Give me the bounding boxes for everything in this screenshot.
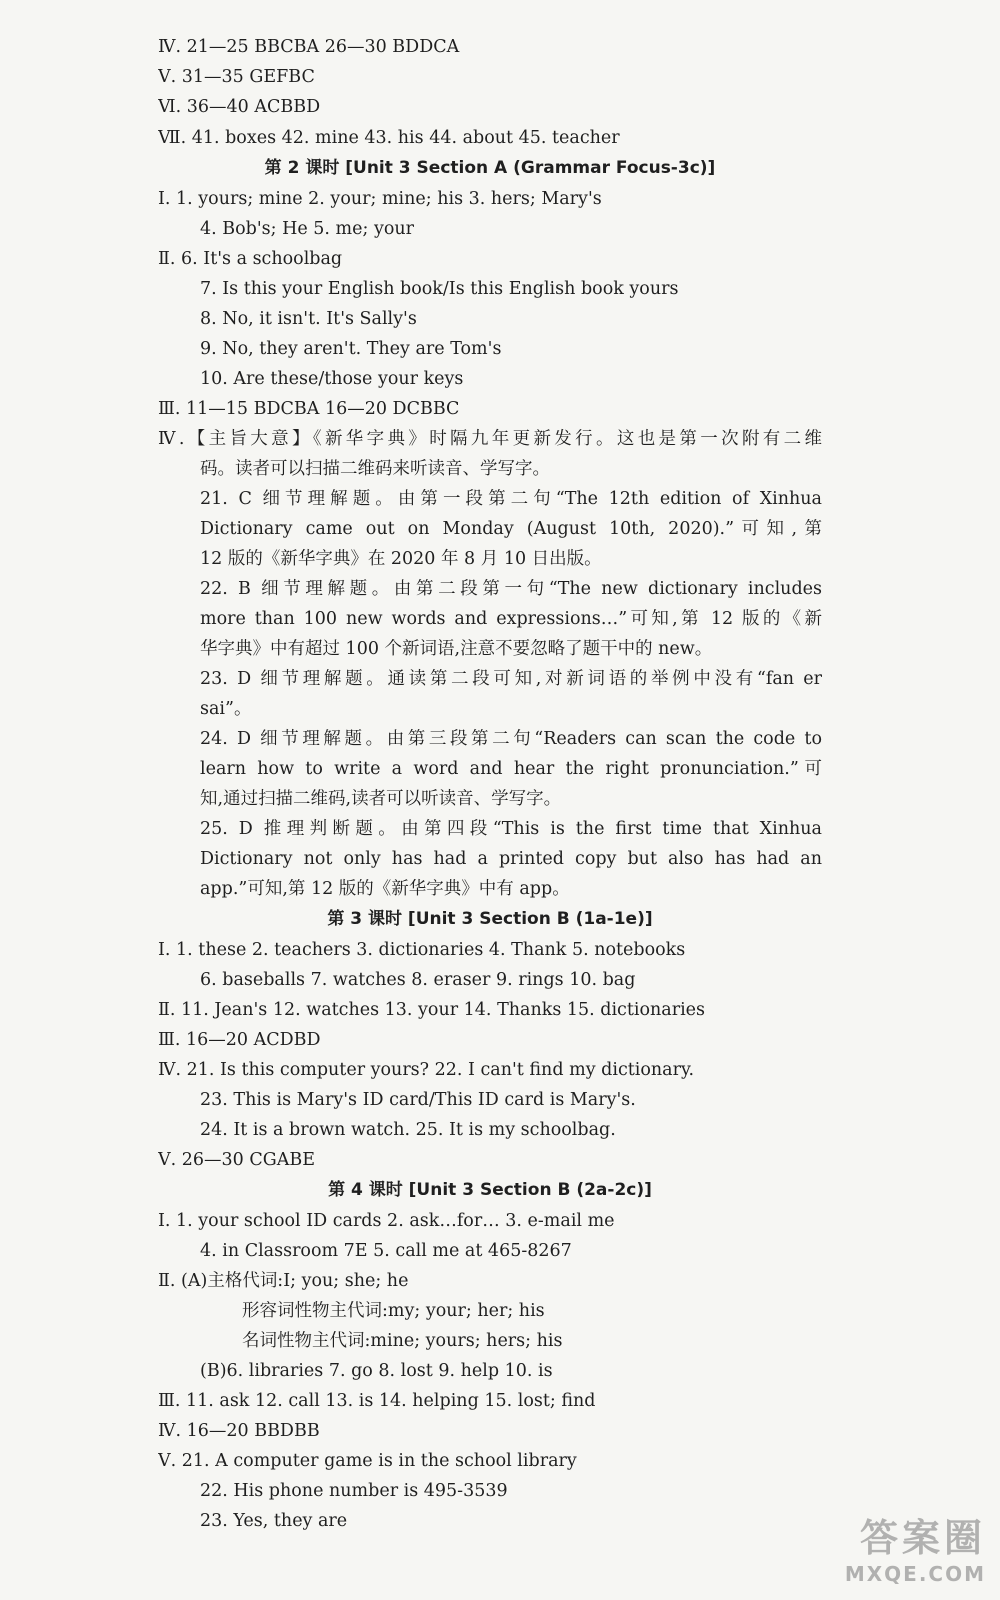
text-line: Ⅲ. 11—15 BDCBA 16—20 DCBBC (158, 399, 460, 419)
text-line: Ⅰ. 1. these 2. teachers 3. dictionaries 4. Thank 5. notebooks (158, 940, 686, 960)
watermark (845, 1507, 986, 1586)
text-line: 形容词性物主代词:my; your; her; his (242, 1301, 545, 1321)
text-line: Ⅱ. 11. Jean's 12. watches 13. your 14. Thanks 15. dictionaries (158, 1000, 706, 1020)
text-line: 23. Yes, they are (200, 1511, 348, 1531)
text-line: Ⅲ. 11. ask 12. call 13. is 14. helping 15. lost; find (158, 1391, 596, 1411)
text-line: 22. B 细节理解题。由第二段第一句“The new dictionary includes (200, 579, 822, 599)
text-line: 25. D 推理判断题。由第四段“This is the first time that Xinhua (200, 819, 822, 839)
text-line: Ⅳ.【主旨大意】《新华字典》时隔九年更新发行。这也是第一次附有二维 (158, 429, 822, 449)
text-line: Ⅳ. 16—20 BBDBB (158, 1421, 320, 1441)
text-line: 8. No, it isn't. It's Sally's (200, 309, 417, 329)
text-line: Ⅱ. (A)主格代词:I; you; she; he (158, 1271, 409, 1291)
text-line: 6. baseballs 7. watches 8. eraser 9. rings 10. bag (200, 970, 636, 990)
section-heading: 第 3 课时 [Unit 3 Section B (1a-1e)] (327, 909, 653, 929)
text-line: sai”。 (200, 699, 252, 719)
text-line: 10. Are these/those your keys (200, 369, 464, 389)
text-line: Ⅴ. 31—35 GEFBC (158, 67, 315, 87)
watermark-logo-text: 答案圈 (859, 1516, 986, 1560)
text-line: 23. D 细节理解题。通读第二段可知,对新词语的举例中没有“fan er (200, 669, 822, 689)
text-line: 12 版的《新华字典》在 2020 年 8 月 10 日出版。 (200, 549, 602, 569)
text-line: 华字典》中有超过 100 个新词语,注意不要忽略了题干中的 new。 (200, 639, 713, 659)
text-line: more than 100 new words and expressions…”可知,第 12 版的《新 (200, 609, 822, 629)
text-line: (B)6. libraries 7. go 8. lost 9. help 10. is (200, 1361, 553, 1381)
text-line: Ⅳ. 21—25 BBCBA 26—30 BDDCA (158, 37, 460, 57)
text-line: Ⅵ. 36—40 ACBBD (158, 97, 321, 117)
text-line: learn how to write a word and hear the right pronunciation.”可 (200, 759, 822, 779)
text-line: app.”可知,第 12 版的《新华字典》中有 app。 (200, 879, 570, 899)
text-line: Ⅱ. 6. It's a schoolbag (158, 249, 343, 269)
text-line: Ⅲ. 16—20 ACDBD (158, 1030, 321, 1050)
text-line: Dictionary came out on Monday (August 10th, 2020).”可知,第 (200, 519, 822, 539)
text-line: Ⅰ. 1. your school ID cards 2. ask…for… 3. e-mail me (158, 1211, 615, 1231)
text-line: Ⅰ. 1. yours; mine 2. your; mine; his 3. hers; Mary's (158, 189, 602, 209)
text-line: Ⅶ. 41. boxes 42. mine 43. his 44. about 45. teacher (158, 128, 620, 148)
text-line: 24. It is a brown watch. 25. It is my schoolbag. (200, 1120, 616, 1140)
text-line: 名词性物主代词:mine; yours; hers; his (242, 1331, 563, 1351)
text-line: 9. No, they aren't. They are Tom's (200, 339, 502, 359)
text-line: 21. C 细节理解题。由第一段第二句“The 12th edition of Xinhua (200, 489, 822, 509)
text-line: 4. Bob's; He 5. me; your (200, 219, 415, 239)
text-line: Ⅴ. 21. A computer game is in the school library (158, 1451, 577, 1471)
text-line: Ⅴ. 26—30 CGABE (158, 1150, 316, 1170)
section-heading: 第 4 课时 [Unit 3 Section B (2a-2c)] (328, 1180, 652, 1200)
text-line: 24. D 细节理解题。由第三段第二句“Readers can scan the code to (200, 729, 822, 749)
text-line: Ⅳ. 21. Is this computer yours? 22. I can't find my dictionary. (158, 1060, 695, 1080)
text-line: 23. This is Mary's ID card/This ID card is Mary's. (200, 1090, 636, 1110)
text-line: 4. in Classroom 7E 5. call me at 465-8267 (200, 1241, 572, 1261)
text-line: 7. Is this your English book/Is this English book yours (200, 279, 679, 299)
text-line: 22. His phone number is 495-3539 (200, 1481, 508, 1501)
text-line: 码。读者可以扫描二维码来听读音、学写字。 (200, 459, 550, 479)
text-line: Dictionary not only has had a printed copy but also has had an (200, 849, 822, 869)
section-heading: 第 2 课时 [Unit 3 Section A (Grammar Focus-3c)] (264, 158, 716, 178)
text-line: 知,通过扫描二维码,读者可以听读音、学写字。 (200, 789, 562, 809)
watermark-url: MXQE.COM (844, 1562, 986, 1586)
